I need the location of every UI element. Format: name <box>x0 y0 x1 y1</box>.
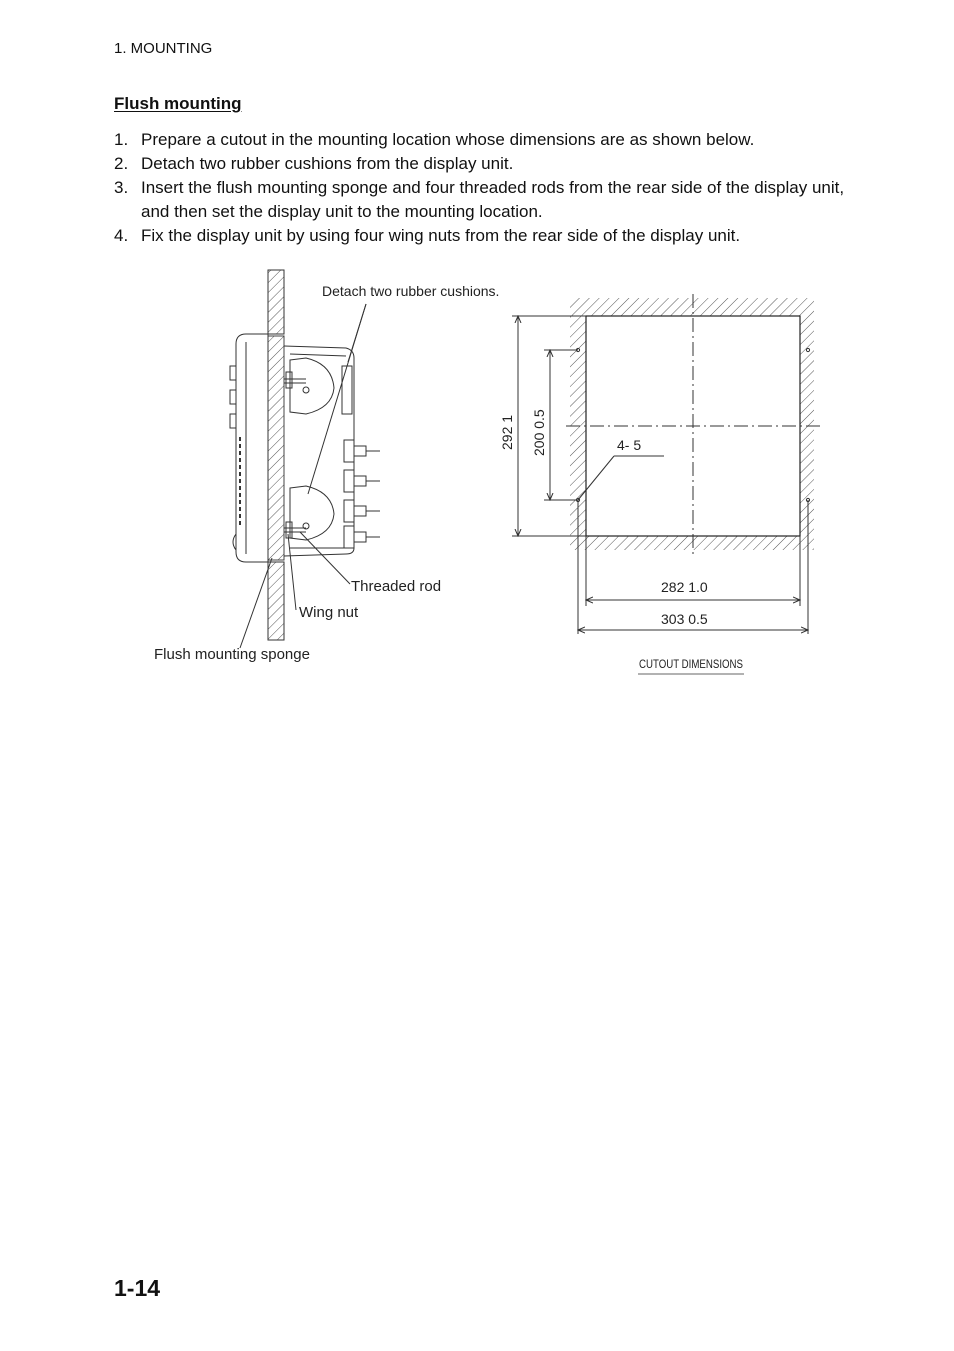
callout-flush-mounting-sponge: Flush mounting sponge <box>154 646 310 663</box>
dim-width-inner: 282 1.0 <box>661 579 708 595</box>
step-item <box>114 152 874 176</box>
step-number: 2. <box>114 154 129 173</box>
mounting-figure <box>140 262 830 687</box>
threaded-rod-lower <box>284 528 306 532</box>
display-front-bezel <box>230 334 268 562</box>
wing-nut-lower <box>286 522 292 538</box>
step-number: 3. <box>114 178 129 197</box>
dim-height-inner: 200 0.5 <box>531 409 547 456</box>
callout-wing-nut: Wing nut <box>299 604 359 621</box>
step-item <box>114 128 874 152</box>
flush-mounting-sponge <box>268 336 284 560</box>
callout-rubber-cushions: Detach two rubber cushions. <box>322 283 500 299</box>
dim-holes: 4- 5 <box>617 437 642 453</box>
step-text: Insert the flush mounting sponge and four threaded rods from the rear side of the display unit, and then set the display unit to the mounting location. <box>141 178 845 221</box>
rear-connectors <box>344 440 380 548</box>
instruction-steps <box>114 128 874 248</box>
page-number: 1-14 <box>114 1275 161 1301</box>
wing-nut-upper <box>286 372 292 388</box>
step-item <box>114 176 874 224</box>
callout-threaded-rod: Threaded rod <box>351 578 442 595</box>
step-text: Fix the display unit by using four wing nuts from the rear side of the display unit. <box>141 226 741 245</box>
section-header-tag: 1. MOUNTING <box>114 40 213 57</box>
step-item <box>114 224 874 248</box>
mounting-diagram <box>140 262 830 682</box>
rubber-cushion-upper <box>290 358 334 414</box>
step-text: Prepare a cutout in the mounting location whose dimensions are as shown below. <box>141 130 755 149</box>
step-number: 1. <box>114 130 129 149</box>
section-title: Flush mounting <box>114 94 242 113</box>
step-number: 4. <box>114 226 129 245</box>
cutout-caption: CUTOUT DIMENSIONS <box>639 657 743 671</box>
dim-height-outer: 292 1 <box>499 414 515 450</box>
dim-width-outer: 303 0.5 <box>661 611 708 627</box>
leader-lines <box>240 304 366 648</box>
threaded-rod-upper <box>284 379 306 383</box>
step-text: Detach two rubber cushions from the display unit. <box>141 154 514 173</box>
